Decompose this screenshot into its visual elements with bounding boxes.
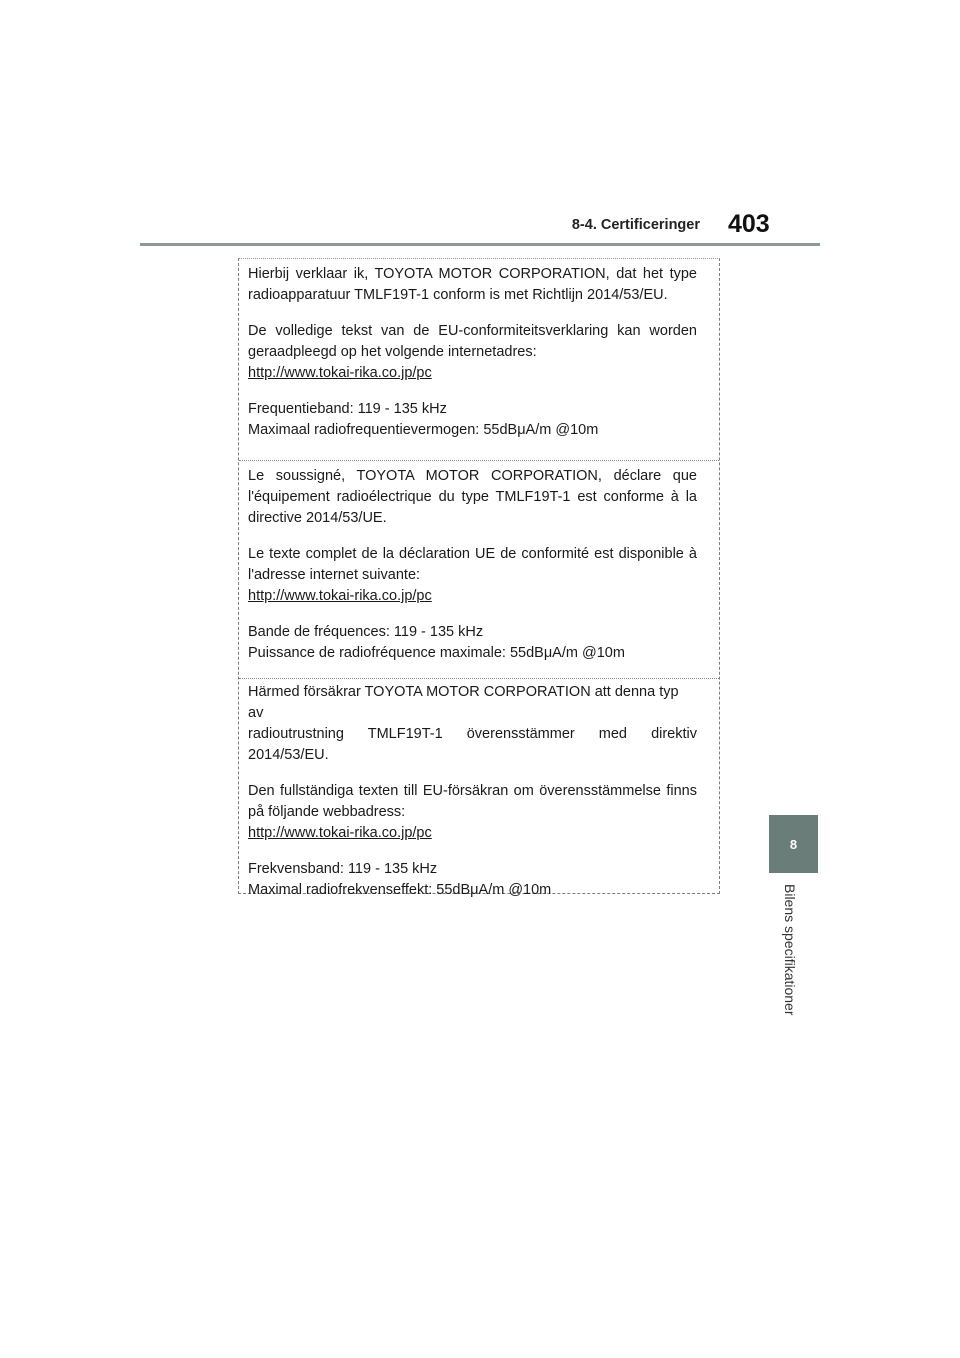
french-fulltext-line: l'adresse internet suivante:	[248, 567, 421, 583]
certification-notice-box	[238, 258, 720, 898]
french-declaration	[248, 466, 697, 529]
swedish-declaration-line: 2014/53/EU.	[248, 747, 329, 763]
french-declaration-line: l'équipement radioélectrique du type TMLF19T-1 est conforme à la	[248, 489, 697, 505]
french-fulltext-line: Le texte complet de la déclaration UE de conformité est disponible à	[248, 546, 697, 562]
dutch-declaration-line: radioapparatuur TMLF19T-1 conform is met Richtlijn 2014/53/EU.	[248, 287, 668, 303]
dutch-declaration	[248, 264, 697, 306]
french-declaration-line: Le soussigné, TOYOTA MOTOR CORPORATION, déclare que	[248, 468, 697, 484]
dutch-frequency: Frequentieband: 119 - 135 kHz	[248, 401, 447, 417]
dutch-fulltext-line: geraadpleegd op het volgende internetadres:	[248, 344, 537, 360]
swedish-declaration-line: radioutrustning TMLF19T-1 överensstämmer med direktiv	[248, 726, 697, 742]
dutch-declaration-block	[239, 259, 719, 460]
swedish-power: Maximal radiofrekvenseffekt: 55dBμA/m @10m	[248, 882, 552, 898]
dutch-fulltext-line: De volledige tekst van de EU-conformiteitsverklaring kan worden	[248, 323, 697, 339]
dutch-declaration-link[interactable]: http://www.tokai-rika.co.jp/pc	[248, 365, 432, 381]
french-power: Puissance de radiofréquence maximale: 55dBμA/m @10m	[248, 645, 625, 661]
swedish-fulltext	[248, 781, 697, 844]
swedish-declaration	[248, 682, 697, 766]
french-declaration-block	[239, 460, 719, 678]
page-number: 403	[728, 210, 770, 238]
french-declaration-link[interactable]: http://www.tokai-rika.co.jp/pc	[248, 588, 432, 604]
swedish-fulltext-line: Den fullständiga texten till EU-försäkran om överensstämmelse finns	[248, 783, 697, 799]
swedish-fulltext-line: på följande webbadress:	[248, 804, 406, 820]
dutch-specs	[248, 399, 697, 441]
french-declaration-line: directive 2014/53/UE.	[248, 510, 387, 526]
chapter-number: 8	[789, 836, 798, 852]
chapter-name: Bilens specifikationer	[782, 884, 798, 1016]
french-frequency: Bande de fréquences: 119 - 135 kHz	[248, 624, 484, 640]
swedish-specs	[248, 859, 697, 901]
french-fulltext	[248, 544, 697, 607]
dutch-fulltext	[248, 321, 697, 384]
header-divider	[140, 243, 820, 246]
swedish-declaration-block	[239, 678, 719, 898]
french-specs	[248, 622, 697, 664]
swedish-declaration-line: Härmed försäkrar TOYOTA MOTOR CORPORATION att denna typ av	[248, 684, 679, 721]
swedish-frequency: Frekvensband: 119 - 135 kHz	[248, 861, 438, 877]
dutch-power: Maximaal radiofrequentievermogen: 55dBμA/m @10m	[248, 422, 599, 438]
dutch-declaration-line: Hierbij verklaar ik, TOYOTA MOTOR CORPORATION, dat het type	[248, 266, 697, 282]
swedish-declaration-link[interactable]: http://www.tokai-rika.co.jp/pc	[248, 825, 432, 841]
chapter-tab[interactable]	[769, 815, 818, 873]
section-title: 8-4. Certificeringer	[571, 217, 700, 233]
